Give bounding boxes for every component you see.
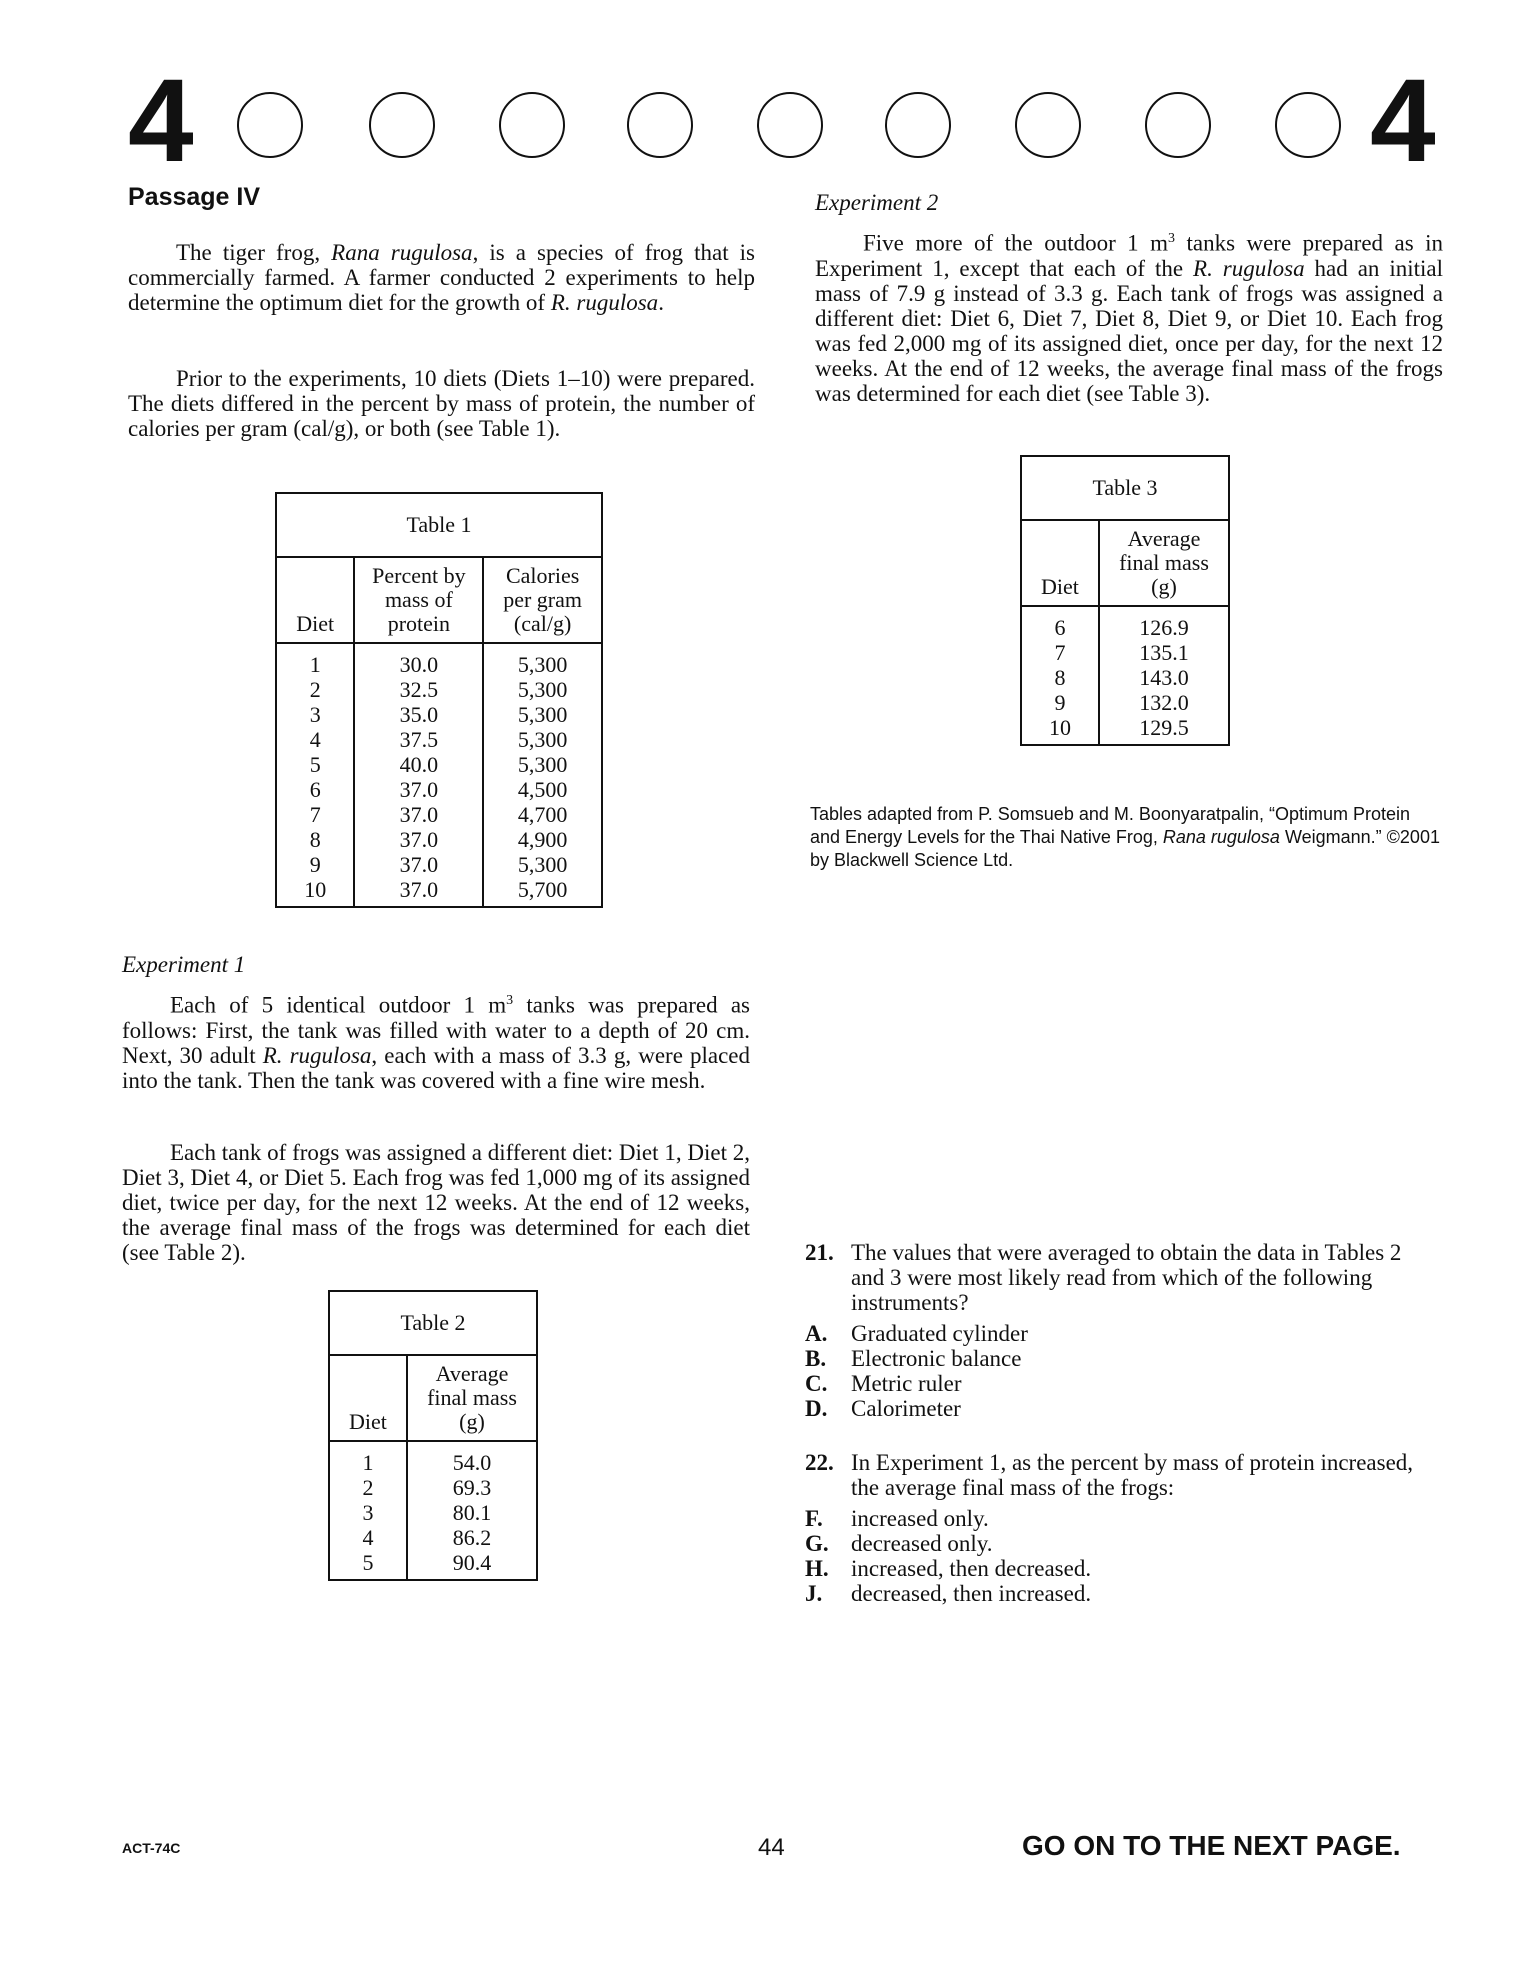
- table-row: [329, 1550, 537, 1580]
- table-cell: 37.0: [354, 827, 483, 852]
- intro-text: .: [658, 290, 664, 315]
- table-1-header: Percent by mass of protein: [354, 557, 483, 643]
- table-row: [1021, 640, 1229, 665]
- experiment-1-paragraph-1: [122, 988, 750, 1093]
- table-cell: 5: [309, 752, 321, 777]
- passage-title: Passage IV: [128, 183, 261, 211]
- question-22: [805, 1450, 1433, 1606]
- table-cell: 1: [309, 652, 321, 677]
- answer-option[interactable]: [805, 1371, 1433, 1396]
- table-row: [329, 1525, 537, 1550]
- table-2: [328, 1290, 538, 1581]
- table-row: [276, 852, 602, 877]
- experiment-text: , each with a mass of 3.3 g, were placed into the tank. Then the tank was covered with a fine wire mesh.: [122, 1042, 751, 1093]
- option-text: Metric ruler: [851, 1371, 962, 1396]
- experiment-text: Five more of the outdoor 1 m: [863, 230, 1169, 256]
- answer-option[interactable]: [805, 1556, 1433, 1581]
- table-row: [1021, 690, 1229, 715]
- table-cell: 86.2: [407, 1525, 537, 1550]
- table-cell: 5,300: [483, 852, 602, 877]
- table-cell: 4,700: [483, 802, 602, 827]
- table-row: [1021, 606, 1229, 640]
- experiment-text: had an initial mass of 7.9 g instead of 3.3 g. Each tank of frogs was assigned a different diet: Diet 6, Diet 7, Diet 8, Diet 9, or Diet 10. Each frog was fed 2,000 mg of its assigned diet, once per day, for the next 12 weeks. At the end of 12 weeks, the average final mass of the frogs was determined for each diet (see Table 3).: [815, 255, 1444, 406]
- species-name: R. rugulosa: [262, 1042, 372, 1068]
- table-1-header: Calories per gram (cal/g): [483, 557, 602, 643]
- table-cell: 2: [309, 677, 321, 702]
- table-2-body: [329, 1441, 537, 1580]
- option-letter: B.: [805, 1346, 827, 1371]
- experiment-text: tanks was prepared as follows: First, the tank was filled with water to a depth of 20 cm. Next, 30 adult: [122, 992, 750, 1068]
- table-cell: 4,500: [483, 777, 602, 802]
- table-3: [1020, 455, 1230, 746]
- table-cell: 69.3: [407, 1475, 537, 1500]
- table-row: [276, 827, 602, 852]
- option-text: increased only.: [851, 1506, 989, 1531]
- header-circle: [237, 92, 303, 158]
- table-1-header: Diet: [276, 557, 354, 643]
- table-row: [276, 752, 602, 777]
- credit-text: Tables adapted from P. Somsueb and M. Boonyaratpalin, “Optimum Protein and Energy Levels for the Thai Native Frog,: [810, 804, 1410, 847]
- answer-option[interactable]: [805, 1531, 1433, 1556]
- table-cell: 90.4: [407, 1550, 537, 1580]
- table-cell: 37.0: [354, 802, 483, 827]
- option-letter: G.: [805, 1531, 829, 1556]
- table-cell: 4: [309, 727, 321, 752]
- option-text: decreased, then increased.: [851, 1581, 1092, 1606]
- header-circle: [369, 92, 435, 158]
- table-row: [276, 727, 602, 752]
- answer-option[interactable]: [805, 1581, 1433, 1606]
- table-cell: 37.0: [354, 877, 483, 907]
- table-cell: 5,300: [483, 752, 602, 777]
- option-letter: F.: [805, 1506, 823, 1531]
- table-cell: 126.9: [1099, 606, 1229, 640]
- question-stem: In Experiment 1, as the percent by mass of protein increased, the average final mass of the frogs:: [851, 1450, 1414, 1500]
- header-circle: [627, 92, 693, 158]
- table-cell: 1: [362, 1450, 374, 1475]
- table-3-body: [1021, 606, 1229, 745]
- table-cell: 80.1: [407, 1500, 537, 1525]
- table-cell: 40.0: [354, 752, 483, 777]
- table-cell: 3: [309, 702, 321, 727]
- table-row: [276, 802, 602, 827]
- section-number-left: 4: [128, 55, 194, 187]
- answer-option[interactable]: [805, 1506, 1433, 1531]
- species-name: R. rugulosa: [1193, 255, 1305, 281]
- table-3-caption: Table 3: [1021, 456, 1229, 520]
- species-name: R. rugulosa: [550, 290, 659, 315]
- option-text: Graduated cylinder: [851, 1321, 1028, 1346]
- species-name: Rana rugulosa: [331, 240, 473, 265]
- answer-option[interactable]: [805, 1346, 1433, 1371]
- option-letter: C.: [805, 1371, 828, 1396]
- table-cell: 5: [362, 1550, 374, 1575]
- table-cell: 54.0: [407, 1441, 537, 1475]
- table-cell: 7: [309, 802, 321, 827]
- page-number: 44: [758, 1834, 785, 1861]
- intro-text: , is a species of frog that is commercially farmed. A farmer conducted 2 experiments to help determine the optimum diet for the growth of: [128, 240, 755, 315]
- header-circle: [499, 92, 565, 158]
- option-text: Calorimeter: [851, 1396, 961, 1421]
- table-row: [276, 702, 602, 727]
- form-code: ACT-74C: [122, 1840, 181, 1856]
- section-number-right: 4: [1370, 55, 1436, 187]
- table-row: [329, 1475, 537, 1500]
- option-letter: A.: [805, 1321, 828, 1346]
- option-text: increased, then decreased.: [851, 1556, 1092, 1581]
- superscript: 3: [506, 993, 514, 1008]
- table-cell: 143.0: [1099, 665, 1229, 690]
- table-cell: 3: [362, 1500, 374, 1525]
- table-cell: 10: [1049, 715, 1071, 740]
- table-cell: 4,900: [483, 827, 602, 852]
- question-21: [805, 1240, 1433, 1421]
- table-cell: 9: [309, 852, 321, 877]
- table-row: [276, 877, 602, 907]
- answer-option[interactable]: [805, 1321, 1433, 1346]
- table-3-header: Diet: [1021, 520, 1099, 606]
- intro-paragraph-2: Prior to the experiments, 10 diets (Diets 1–10) were prepared. The diets differed in the percent by mass of protein, the number of calories per gram (cal/g), or both (see Table 1).: [128, 366, 755, 441]
- experiment-2-title: Experiment 2: [815, 190, 939, 215]
- table-cell: 32.5: [354, 677, 483, 702]
- table-cell: 5,300: [483, 702, 602, 727]
- experiment-text: Each of 5 identical outdoor 1 m: [170, 992, 507, 1018]
- table-cell: 2: [362, 1475, 374, 1500]
- table-row: [276, 777, 602, 802]
- table-1-body: [276, 643, 602, 907]
- intro-paragraph-1: [128, 240, 755, 315]
- header-circle: [757, 92, 823, 158]
- answer-option[interactable]: [805, 1396, 1433, 1421]
- table-cell: 6: [309, 777, 321, 802]
- table-row: [329, 1500, 537, 1525]
- table-cell: 7: [1054, 640, 1066, 665]
- header-circle: [1275, 92, 1341, 158]
- table-cell: 5,300: [483, 643, 602, 677]
- table-cell: 5,700: [483, 877, 602, 907]
- table-row: [1021, 665, 1229, 690]
- question-stem: The values that were averaged to obtain the data in Tables 2 and 3 were most likely read from which of the following instruments?: [851, 1240, 1402, 1315]
- question-number: 21.: [805, 1240, 834, 1265]
- table-cell: 35.0: [354, 702, 483, 727]
- table-cell: 4: [362, 1525, 374, 1550]
- superscript: 3: [1168, 231, 1176, 246]
- table-cell: 10: [304, 877, 327, 902]
- table-cell: 8: [1054, 665, 1066, 690]
- credit-text: Weigmann.” ©2001 by Blackwell Science Ltd.: [810, 827, 1440, 870]
- table-2-header: Diet: [329, 1355, 407, 1441]
- table-3-header: Average final mass (g): [1099, 520, 1229, 606]
- table-cell: 8: [309, 827, 321, 852]
- option-text: Electronic balance: [851, 1346, 1022, 1371]
- table-cell: 132.0: [1099, 690, 1229, 715]
- next-page-notice: GO ON TO THE NEXT PAGE.: [1022, 1830, 1401, 1861]
- question-number: 22.: [805, 1450, 834, 1475]
- table-cell: 37.0: [354, 777, 483, 802]
- species-name: Rana rugulosa: [1162, 827, 1280, 847]
- table-cell: 5,300: [483, 677, 602, 702]
- table-cell: 5,300: [483, 727, 602, 752]
- experiment-2-paragraph: [815, 226, 1443, 406]
- header-circle: [885, 92, 951, 158]
- table-cell: 129.5: [1099, 715, 1229, 745]
- option-letter: H.: [805, 1556, 829, 1581]
- option-letter: J.: [805, 1581, 823, 1606]
- experiment-text: tanks were prepared as in Experiment 1, except that each of the: [815, 230, 1443, 281]
- table-credit: [810, 803, 1440, 872]
- option-letter: D.: [805, 1396, 828, 1421]
- table-row: [276, 643, 602, 677]
- table-cell: 30.0: [354, 643, 483, 677]
- intro-text: The tiger frog,: [176, 240, 332, 265]
- table-cell: 9: [1054, 690, 1066, 715]
- table-cell: 6: [1054, 615, 1066, 640]
- table-2-caption: Table 2: [329, 1291, 537, 1355]
- experiment-1-paragraph-2: Each tank of frogs was assigned a different diet: Diet 1, Diet 2, Diet 3, Diet 4, or Diet 5. Each frog was fed 1,000 mg of its assigned diet, twice per day, for the next 12 weeks. At the end of 12 weeks, the average final mass of the frogs was determined for each diet (see Table 2).: [122, 1140, 750, 1265]
- header-circle: [1145, 92, 1211, 158]
- table-row: [1021, 715, 1229, 745]
- option-text: decreased only.: [851, 1531, 993, 1556]
- experiment-1-title: Experiment 1: [122, 952, 246, 977]
- table-cell: 37.5: [354, 727, 483, 752]
- table-row: [329, 1441, 537, 1475]
- table-1-caption: Table 1: [276, 493, 602, 557]
- table-1: [275, 492, 603, 908]
- header-circle: [1015, 92, 1081, 158]
- table-2-header: Average final mass (g): [407, 1355, 537, 1441]
- table-cell: 135.1: [1099, 640, 1229, 665]
- table-cell: 37.0: [354, 852, 483, 877]
- table-row: [276, 677, 602, 702]
